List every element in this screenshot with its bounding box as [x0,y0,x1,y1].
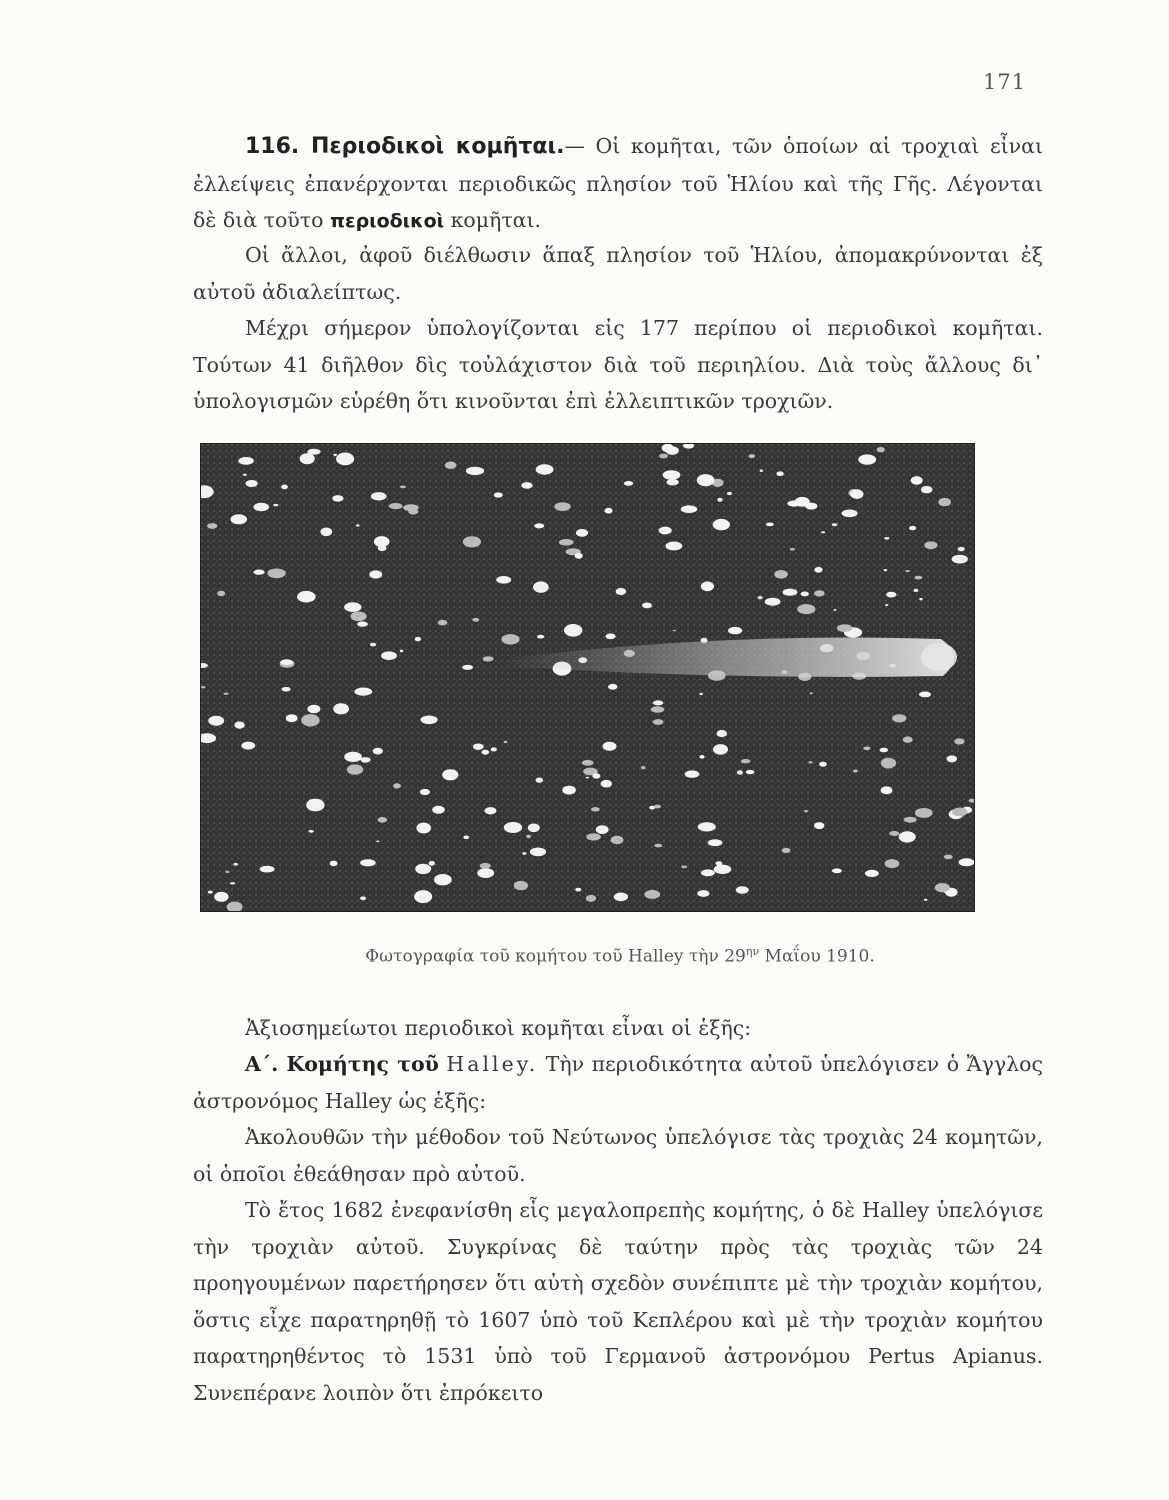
star [445,462,457,469]
star [330,861,338,867]
star [415,637,421,641]
star [309,830,315,833]
star [952,555,968,564]
star [741,759,751,763]
paragraph-5 [193,1046,1043,1119]
star [881,786,893,794]
star [899,831,916,842]
star [230,882,236,884]
star [208,716,224,726]
star [667,479,679,485]
star [582,760,594,766]
star [727,492,732,495]
star [776,471,783,476]
star [575,888,581,892]
star [903,736,913,742]
star [389,503,403,509]
star [429,861,435,866]
star [885,604,888,606]
star [683,443,694,449]
star [301,714,319,726]
star [821,531,825,533]
star [819,762,827,767]
star [814,567,822,573]
star [952,808,967,817]
star [954,738,964,744]
star [787,500,801,506]
star [842,510,858,518]
star [814,822,824,829]
comet-a-name: Halley. [446,1052,539,1076]
star [699,755,704,759]
star [591,807,600,811]
star [575,553,583,559]
star [606,633,616,639]
star [808,761,812,763]
star [267,569,285,579]
star [659,527,672,535]
star [766,523,774,527]
star [378,546,387,552]
star [415,864,431,874]
star [227,902,243,912]
star [336,453,354,466]
star [814,590,825,596]
star [361,757,371,763]
star [586,777,589,779]
star [774,570,788,579]
star [282,687,291,692]
caption-superscript: ην [745,945,760,958]
star [473,744,484,750]
star [521,482,532,489]
star [681,505,698,513]
star [434,874,452,885]
star [935,883,950,892]
star [611,836,624,844]
star [369,570,382,578]
star [482,750,489,755]
star [374,536,390,547]
star [906,570,910,572]
star [865,870,879,877]
star [797,604,815,614]
star [347,764,363,774]
star [231,514,248,524]
star [501,634,519,644]
star [408,509,418,515]
star [924,541,937,549]
star [536,464,554,474]
star [253,570,264,575]
star [241,742,255,750]
star [530,848,546,857]
star [715,861,722,865]
star [605,508,613,514]
star [371,492,387,500]
star [463,836,469,840]
star [344,752,362,762]
star [307,705,320,714]
star [737,770,743,774]
star [654,805,661,809]
star [644,890,660,899]
star [889,831,899,836]
paragraph-3: Μέχρι σήμερον ὑπολογίζονται εἰς 177 περίπου οἱ περιοδικοὶ κομῆται. Τούτων 41 διῆλθον δὶς τοὐλάχιστον διὰ τοῦ περιηλίου. Διὰ τοὺς ἄλλους δι᾽ ὑπολογισμῶν εὑρέθη ὅτι κινοῦνται ἐπὶ ἐλλειπτικῶν τροχιῶν. [193,316,1043,414]
star [243,474,247,476]
star [522,852,526,855]
section-paragraph-1 [193,128,1043,240]
star [924,899,928,901]
star [614,893,628,902]
paragraph-6: Ἀκολουθῶν τὴν μέθοδον τοῦ Νεύτωνος ὑπελόγισε τὰς τροχιὰς 24 κομητῶν, οἱ ὁποῖοι ἐθεάθησαν πρὸ αὐτοῦ. [193,1125,1043,1186]
star [782,848,791,853]
star [921,486,933,493]
comet-head [921,643,957,671]
star [833,609,836,611]
star [586,895,596,902]
star [641,766,645,769]
star [673,630,676,632]
star [886,592,896,598]
star [892,714,906,722]
star [320,528,332,537]
star [504,822,522,833]
page-number: 171 [983,70,1027,94]
star [914,576,922,580]
star [783,589,798,596]
star [885,859,900,868]
star [642,603,652,609]
star [477,868,494,878]
star [881,758,896,769]
star [624,481,633,486]
star [576,529,588,537]
star [697,474,715,486]
star [713,519,730,530]
star [662,444,674,453]
star [914,589,919,592]
star [238,457,254,465]
star [919,598,922,600]
star [713,744,728,755]
star [697,890,709,897]
star [260,866,275,873]
star [653,719,664,725]
caption-text: Φωτογραφία τοῦ κομήτου τοῦ Halley τὴν 29 [365,946,746,967]
star [438,620,448,626]
star [804,810,808,812]
star [736,886,749,893]
star [494,492,503,497]
paragraph-4: Ἀξιοσημείωτοι περιοδικοὶ κομῆται εἶναι οἱ ἑξῆς: [245,1016,752,1040]
section-heading: 116. Περιοδικοὶ κομῆται. [245,134,565,159]
star [208,891,213,894]
star [224,693,229,695]
star [225,871,229,873]
star [663,470,681,479]
star [234,863,238,866]
star [659,454,668,459]
star [938,498,951,506]
star [201,686,205,688]
star [596,825,609,834]
star [603,742,617,751]
star [651,706,665,712]
star [592,773,600,778]
star [717,730,728,737]
star [746,770,755,774]
star [534,523,544,528]
star [749,454,756,458]
star [601,780,612,788]
star [832,523,838,526]
star [850,489,863,499]
star [332,495,343,502]
star [351,612,367,622]
star [760,470,763,472]
star [904,817,917,823]
star [370,643,376,647]
star [685,770,700,777]
star [373,748,383,755]
star [832,868,842,873]
star [880,748,889,753]
star [357,621,368,626]
paragraph-1-text: — Οἱ κομῆται, τῶν ὁποίων αἱ τροχιαὶ εἶναι ἐλλείψεις ἐπανέρχονται περιοδικῶς πλησίον τοῦ Ἡλίου καὶ τῆς Γῆς. Λέγονται δὲ διὰ τοῦτο [193,134,1044,233]
star [564,624,582,637]
star [333,703,349,714]
star [416,823,431,834]
star [958,547,965,551]
star [858,454,876,464]
star [217,591,225,597]
star [699,693,703,695]
star [909,526,916,530]
star [562,786,576,795]
star [863,747,870,751]
star [714,865,732,874]
star [360,896,366,900]
star [919,692,931,698]
star [253,503,269,511]
star [234,722,244,729]
star [666,542,683,551]
star [911,476,923,485]
star [306,799,324,812]
star [246,480,258,487]
paragraph-7: Τὸ ἔτος 1682 ἐνεφανίσθη εἷς μεγαλοπρεπὴς κομήτης, ὁ δὲ Halley ὑπελόγισε τὴν τροχιὰν αὐτοῦ. Συγκρίνας δὲ ταύτην πρὸς τὰς τροχιὰς τῶν 24 προηγουμένων παρετήρησεν ὅτι αὐτὴ σχεδὸν συνέπιπτε μὲ τὴν τροχιὰν κομήτου, ὅστις εἶχε παρατηρηθῇ τὸ 1607 ὑπὸ τοῦ Κεπλέρου καὶ μὲ τὴν τροχιὰν κομήτου παρατηρηθέντος τὸ 1531 ὑπὸ τοῦ Γερμανοῦ ἀστρονόμου Pertus Apianus. Συνεπέρανε λοιπὸν ὅτι ἐπρόκειτο [193,1198,1043,1405]
star [414,890,432,903]
star [273,504,278,506]
star [286,714,298,722]
star [947,755,958,762]
star [432,806,445,814]
star [944,855,953,860]
star [485,807,497,814]
star [884,537,889,540]
star [533,581,549,592]
star [344,602,361,612]
star [728,627,742,634]
star [281,485,288,490]
star [360,859,376,866]
star [354,688,372,696]
star [884,569,888,571]
star [608,684,617,690]
star [554,502,570,511]
star [758,596,763,599]
star [356,524,360,526]
star [810,692,813,694]
star [491,747,497,751]
star [480,863,491,869]
star [381,651,397,660]
star [400,486,406,489]
star [708,839,723,846]
star [463,536,481,547]
star [653,700,663,705]
star [376,841,379,843]
star [616,588,627,595]
comet-photograph [200,443,975,912]
star [466,467,484,475]
star [472,618,479,622]
star [528,824,540,833]
star [915,808,933,818]
star [837,624,852,632]
figure-caption [270,945,970,967]
star [681,866,687,869]
star [853,770,858,773]
star [537,635,544,639]
comet-a-label: Α΄. Κομήτης τοῦ [245,1052,439,1076]
star [586,833,601,840]
star [959,858,975,866]
star [654,844,662,848]
star [420,789,430,795]
star [462,665,473,670]
star [280,659,292,665]
star [536,778,544,783]
paragraph-5-text: Τὴν περιοδικότητα αὐτοῦ ὑπελόγισεν ὁ Ἄγγλος ἀστρονόμος Halley ὡς ἑξῆς: [193,1052,1043,1113]
star [559,539,574,546]
star [214,892,228,902]
star [297,591,316,603]
star [790,548,795,551]
star [717,498,722,502]
star [765,598,781,606]
star [483,656,494,661]
star [400,650,404,653]
star [877,447,885,452]
star [378,817,388,823]
paragraph-1-bold: περιοδικοὶ [329,210,445,233]
star [701,581,714,591]
paragraph-2: Οἱ ἄλλοι, ἀφοῦ διέλθωσιν ἅπαξ πλησίον τοῦ Ἡλίου, ἀπομακρύνονται ἐξ αὐτοῦ ἀδιαλείπτως. [193,243,1043,304]
star [698,822,716,831]
star [442,769,458,780]
star [300,453,315,464]
star [504,741,508,744]
caption-date: Μαΐου 1910. [759,946,875,967]
star [801,592,809,597]
paragraph-1-end: κομῆται. [450,208,542,233]
star [526,835,531,839]
star [421,716,438,725]
star [701,869,715,876]
star [207,523,217,529]
star [514,881,528,891]
star [333,454,337,456]
star [496,576,511,584]
star [393,783,401,788]
